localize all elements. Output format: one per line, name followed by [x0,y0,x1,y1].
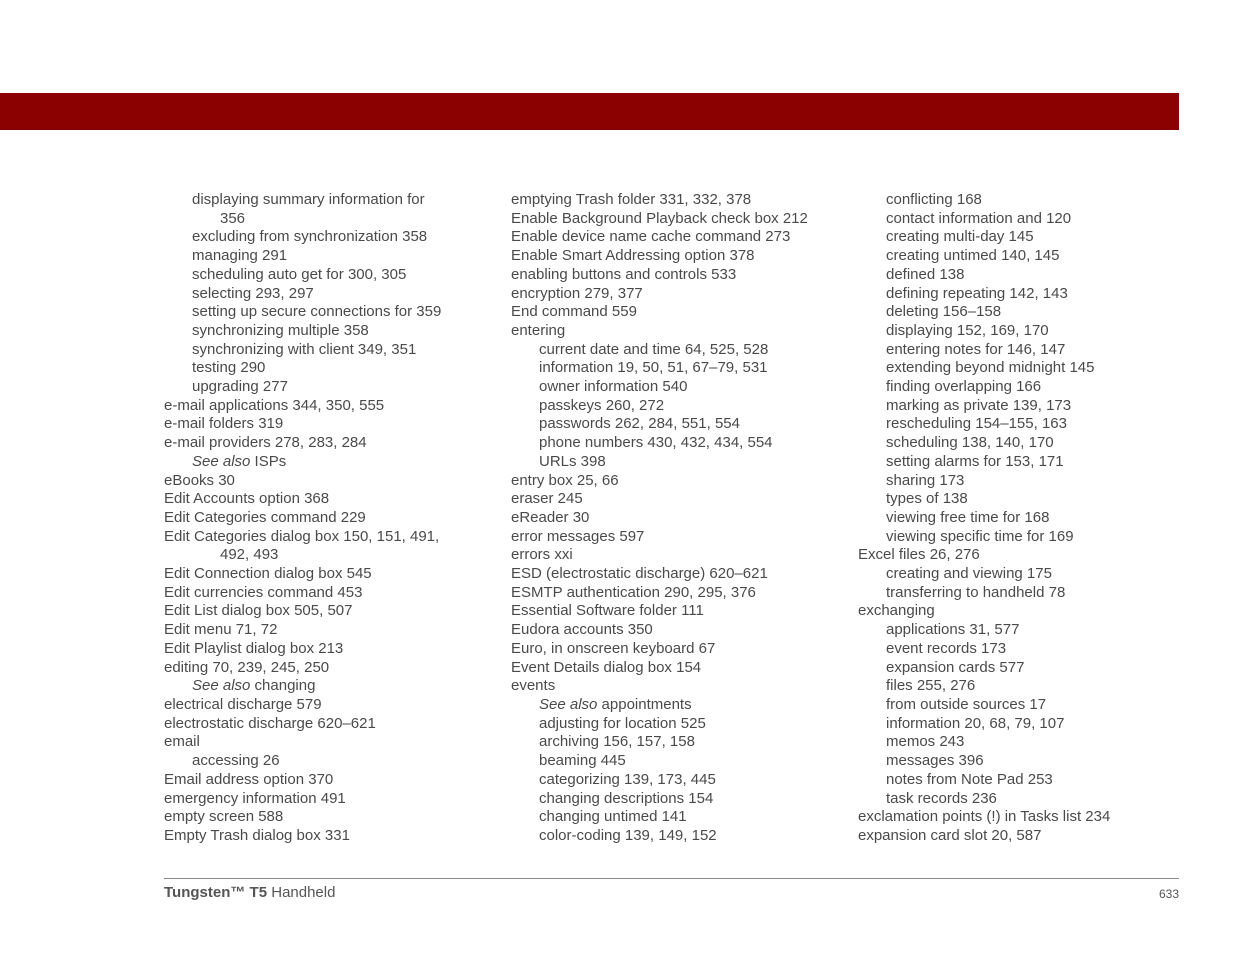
index-entry-text: transferring to handheld 78 [886,583,1066,601]
index-entry-text: Edit List dialog box 505, 507 [164,602,353,620]
index-entry-continuation [164,210,441,229]
index-entry-text: information 19, 50, 51, 67–79, 531 [539,359,768,377]
index-entry [511,266,808,285]
index-entry-text: contact information and 120 [886,209,1072,227]
index-entry-text: electrical discharge 579 [164,695,322,713]
index-entry-text: e-mail applications 344, 350, 555 [164,396,385,414]
index-entry-text: exclamation points (!) in Tasks list 234 [858,808,1111,826]
index-entry [164,659,441,678]
index-subentry [511,790,808,809]
index-entry-text: rescheduling 154–155, 163 [886,415,1067,433]
index-entry-text: events [511,677,556,695]
index-subentry [164,453,441,472]
index-entry [511,659,808,678]
index-subentry [858,733,1110,752]
index-entry-text: changing untimed 141 [539,808,687,826]
index-subentry [511,715,808,734]
index-entry-text: ESD (electrostatic discharge) 620–621 [511,565,768,583]
index-entry-text: e-mail folders 319 [164,415,284,433]
index-entry-text: phone numbers 430, 432, 434, 554 [539,434,773,452]
index-subentry [858,752,1110,771]
index-subentry [164,341,441,360]
index-entry [511,191,808,210]
index-subentry [164,378,441,397]
index-entry-text: Enable Background Playback check box 212 [511,209,808,227]
see-also-label: See also [539,695,598,713]
index-entry [164,415,441,434]
index-subentry [164,303,441,322]
index-entry-text: Edit Playlist dialog box 213 [164,639,344,657]
index-entry [164,715,441,734]
index-entry [164,771,441,790]
index-entry [164,490,441,509]
index-entry-text: finding overlapping 166 [886,378,1042,396]
index-entry-text: selecting 293, 297 [192,284,314,302]
index-entry-text: sharing 173 [886,471,965,489]
index-entry-text: displaying 152, 169, 170 [886,321,1049,339]
index-entry-text: Edit Categories command 229 [164,508,366,526]
index-entry-text: owner information 540 [539,378,688,396]
index-entry-text: defined 138 [886,265,965,283]
index-column-3 [858,191,1110,846]
index-entry-continuation [164,546,441,565]
index-entry-text: current date and time 64, 525, 528 [539,340,769,358]
index-entry-text: error messages 597 [511,527,645,545]
index-entry [511,247,808,266]
index-entry-text: Euro, in onscreen keyboard 67 [511,639,716,657]
index-entry-text: e-mail providers 278, 283, 284 [164,434,367,452]
index-entry-text: emptying Trash folder 331, 332, 378 [511,191,752,208]
index-entry-text: notes from Note Pad 253 [886,770,1053,788]
index-entry-text: electrostatic discharge 620–621 [164,714,376,732]
index-entry-text: Essential Software folder 111 [511,602,704,620]
index-subentry [164,359,441,378]
index-subentry [858,359,1110,378]
index-subentry [511,752,808,771]
index-entry-text: displaying summary information for [192,191,425,208]
index-entry-text: managing 291 [192,247,288,265]
index-entry-text: passkeys 260, 272 [539,396,665,414]
index-entry-text: entering notes for 146, 147 [886,340,1066,358]
index-entry-text: synchronizing with client 349, 351 [192,340,417,358]
index-entry-text: Edit menu 71, 72 [164,621,278,639]
index-entry-text: task records 236 [886,789,997,807]
index-subentry [858,696,1110,715]
index-entry-text: upgrading 277 [192,378,288,396]
index-subentry [511,771,808,790]
index-entry [164,509,441,528]
index-entry-text: viewing free time for 168 [886,508,1050,526]
index-subentry [511,397,808,416]
index-entry-text: Email address option 370 [164,770,334,788]
index-entry-text: Empty Trash dialog box 331 [164,826,350,844]
index-entry-text: event records 173 [886,639,1007,657]
index-entry-text: expansion card slot 20, 587 [858,826,1042,844]
index-entry [164,827,441,846]
index-subentry [511,415,808,434]
index-subentry [164,322,441,341]
index-entry [511,509,808,528]
index-entry-text: passwords 262, 284, 551, 554 [539,415,740,433]
index-entry-text: defining repeating 142, 143 [886,284,1068,302]
index-subentry [858,415,1110,434]
index-entry-text: expansion cards 577 [886,658,1025,676]
index-entry-text: deleting 156–158 [886,303,1002,321]
index-entry-text: Edit currencies command 453 [164,583,363,601]
page-number: 633 [1158,887,1179,901]
index-entry-text: color-coding 139, 149, 152 [539,826,717,844]
index-subentry [858,640,1110,659]
see-also-label: See also [192,677,251,695]
index-entry-text: extending beyond midnight 145 [886,359,1095,377]
index-subentry [164,266,441,285]
index-entry [164,640,441,659]
index-entry [164,584,441,603]
index-entry-text: memos 243 [886,733,965,751]
index-entry-text: 492, 493 [220,546,279,564]
index-entry [511,546,808,565]
index-entry [858,808,1110,827]
index-subentry [858,285,1110,304]
index-subentry [858,565,1110,584]
index-entry-text: Edit Categories dialog box 150, 151, 491, [164,527,440,545]
footer-product-bold: Tungsten™ T5 [164,884,268,901]
index-entry-text: 356 [220,209,246,227]
index-entry-text: synchronizing multiple 358 [192,321,369,339]
index-entry [164,565,441,584]
index-entry-text: Enable Smart Addressing option 378 [511,247,755,265]
index-entry-text: email [164,733,200,751]
index-entry-text: applications 31, 577 [886,621,1020,639]
index-subentry [858,453,1110,472]
index-subentry [511,808,808,827]
index-entry [511,490,808,509]
index-entry [511,565,808,584]
index-subentry [858,715,1110,734]
index-entry [164,696,441,715]
index-entry-text: empty screen 588 [164,808,284,826]
index-entry [511,472,808,491]
index-entry [511,528,808,547]
index-entry-text: ISPs [250,452,287,470]
index-entry [164,808,441,827]
index-entry [511,602,808,621]
index-subentry [858,790,1110,809]
index-entry [164,621,441,640]
index-subentry [164,228,441,247]
index-subentry [164,677,441,696]
index-entry-text: encryption 279, 377 [511,284,643,302]
index-entry-text: setting up secure connections for 359 [192,303,442,321]
index-entry-text: appointments [597,695,692,713]
index-entry-text: setting alarms for 153, 171 [886,452,1064,470]
index-column-1 [164,191,441,846]
index-entry-text: scheduling auto get for 300, 305 [192,265,407,283]
index-entry-text: Event Details dialog box 154 [511,658,702,676]
index-subentry [511,341,808,360]
index-entry [511,640,808,659]
index-entry [164,472,441,491]
header-banner [0,93,1179,130]
index-entry [164,790,441,809]
index-entry [858,546,1110,565]
index-entry-text: from outside sources 17 [886,695,1047,713]
index-entry [511,228,808,247]
index-entry-text: conflicting 168 [886,191,982,208]
index-subentry [858,266,1110,285]
index-entry-text: exchanging [858,602,935,620]
index-subentry [164,752,441,771]
index-entry-text: emergency information 491 [164,789,346,807]
index-entry [164,602,441,621]
index-subentry [858,509,1110,528]
index-subentry [858,247,1110,266]
index-entry-text: marking as private 139, 173 [886,396,1072,414]
index-subentry [511,696,808,715]
index-entry-text: scheduling 138, 140, 170 [886,434,1054,452]
index-subentry [858,490,1110,509]
index-entry [858,827,1110,846]
index-entry-text: files 255, 276 [886,677,976,695]
index-entry-text: Eudora accounts 350 [511,621,653,639]
index-entry-text: testing 290 [192,359,266,377]
index-entry-text: editing 70, 239, 245, 250 [164,658,330,676]
index-entry-text: errors xxi [511,546,573,564]
index-entry-text: URLs 398 [539,452,606,470]
index-subentry [858,378,1110,397]
index-entry [164,434,441,453]
index-entry-text: creating multi-day 145 [886,228,1034,246]
index-entry [511,210,808,229]
index-subentry [858,621,1110,640]
index-entry-text: adjusting for location 525 [539,714,706,732]
index-entry-text: Edit Connection dialog box 545 [164,565,372,583]
index-entry [511,677,808,696]
index-subentry [858,303,1110,322]
index-subentry [858,191,1110,210]
index-entry [511,322,808,341]
index-entry-text: eReader 30 [511,508,590,526]
index-column-2 [511,191,808,846]
index-subentry [858,472,1110,491]
index-subentry [858,210,1110,229]
index-subentry [511,359,808,378]
index-entry-text: entry box 25, 66 [511,471,619,489]
index-subentry [858,771,1110,790]
index-entry [858,602,1110,621]
index-entry-text: Edit Accounts option 368 [164,490,330,508]
index-subentry [164,191,441,210]
index-subentry [858,434,1110,453]
index-subentry [511,378,808,397]
index-entry-text: creating untimed 140, 145 [886,247,1060,265]
index-entry [511,621,808,640]
index-entry-text: types of 138 [886,490,968,508]
index-entry [164,528,441,547]
index-entry-text: enabling buttons and controls 533 [511,265,737,283]
index-entry-text: information 20, 68, 79, 107 [886,714,1065,732]
index-subentry [164,247,441,266]
index-entry [511,285,808,304]
index-entry-text: eBooks 30 [164,471,235,489]
index-subentry [858,528,1110,547]
index-entry [511,303,808,322]
index-entry-text: ESMTP authentication 290, 295, 376 [511,583,756,601]
index-entry-text: entering [511,321,566,339]
footer-product-rest: Handheld [267,884,336,901]
index-subentry [858,677,1110,696]
footer-product-name [164,884,335,901]
index-entry-text: changing [250,677,316,695]
index-entry-text: beaming 445 [539,752,626,770]
index-subentry [511,453,808,472]
index-subentry [858,584,1110,603]
index-entry-text: viewing specific time for 169 [886,527,1074,545]
index-subentry [164,285,441,304]
index-subentry [511,827,808,846]
see-also-label: See also [192,452,251,470]
index-entry [164,733,441,752]
index-entry [511,584,808,603]
index-subentry [858,322,1110,341]
index-entry-text: accessing 26 [192,752,280,770]
index-entry-text: messages 396 [886,752,984,770]
index-entry-text: excluding from synchronization 358 [192,228,428,246]
index-entry-text: End command 559 [511,303,637,321]
index-entry-text: archiving 156, 157, 158 [539,733,695,751]
index-subentry [858,341,1110,360]
footer-rule [164,878,1179,879]
index-subentry [858,228,1110,247]
index-entry-text: creating and viewing 175 [886,565,1052,583]
index-entry [164,397,441,416]
index-subentry [858,659,1110,678]
index-subentry [511,434,808,453]
index-entry-text: changing descriptions 154 [539,789,714,807]
index-entry-text: Excel files 26, 276 [858,546,980,564]
index-subentry [858,397,1110,416]
index-entry-text: Enable device name cache command 273 [511,228,791,246]
index-entry-text: eraser 245 [511,490,583,508]
index-subentry [511,733,808,752]
index-entry-text: categorizing 139, 173, 445 [539,770,716,788]
